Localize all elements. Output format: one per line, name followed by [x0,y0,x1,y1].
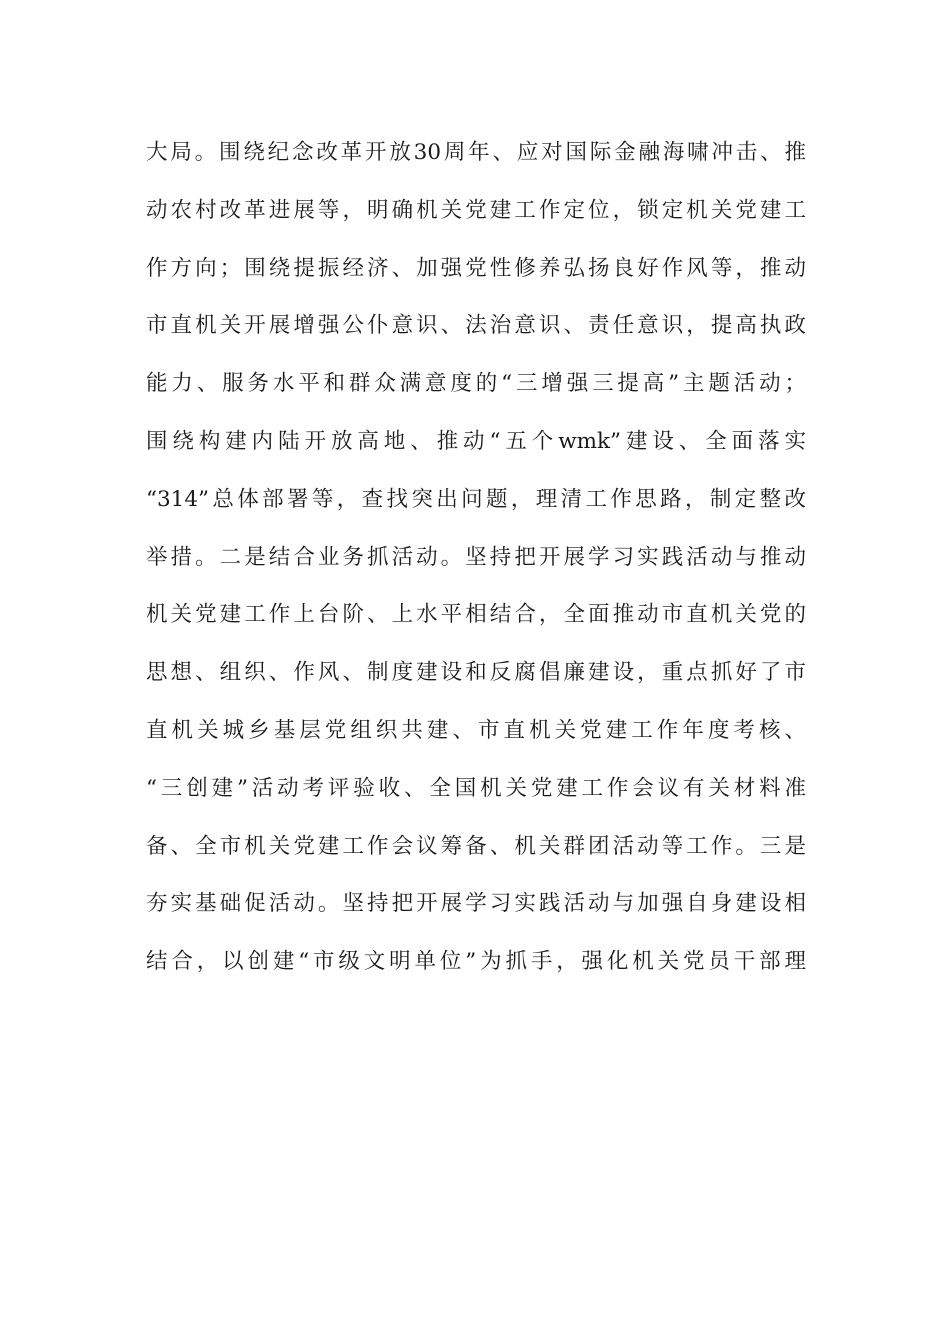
text-line: 夯实基础促活动。坚持把开展学习实践活动与加强自身建设相 [146,891,806,917]
text-line: 举措。二是结合业务抓活动。坚持把开展学习实践活动与推动 [146,544,806,570]
text-line: “三创建”活动考评验收、全国机关党建工作会议有关材料准 [146,775,806,801]
text-line: 市直机关开展增强公仆意识、法治意识、责任意识，提高执政 [146,313,806,339]
text-line: 围绕构建内陆开放高地、推动“五个wmk”建设、全面落实 [146,428,806,454]
text-line: 结合，以创建“市级文明单位”为抓手，强化机关党员干部理 [146,949,806,975]
text-line: 作方向；围绕提振经济、加强党性修养弘扬良好作风等，推动 [146,255,806,281]
text-line: 大局。围绕纪念改革开放30周年、应对国际金融海啸冲击、推 [146,140,806,165]
text-line: 思想、组织、作风、制度建设和反腐倡廉建设，重点抓好了市 [146,660,806,686]
text-line: 动农村改革进展等，明确机关党建工作定位，锁定机关党建工 [146,197,806,223]
text-line: “314”总体部署等，查找突出问题，理清工作思路，制定整改 [146,486,806,512]
text-line: 备、全市机关党建工作会议筹备、机关群团活动等工作。三是 [146,833,806,859]
body-paragraph [146,131,806,998]
text-line: 能力、服务水平和群众满意度的“三增强三提高”主题活动； [146,371,806,397]
text-line: 直机关城乡基层党组织共建、市直机关党建工作年度考核、 [146,717,806,743]
text-line: 机关党建工作上台阶、上水平相结合，全面推动市直机关党的 [146,602,806,628]
